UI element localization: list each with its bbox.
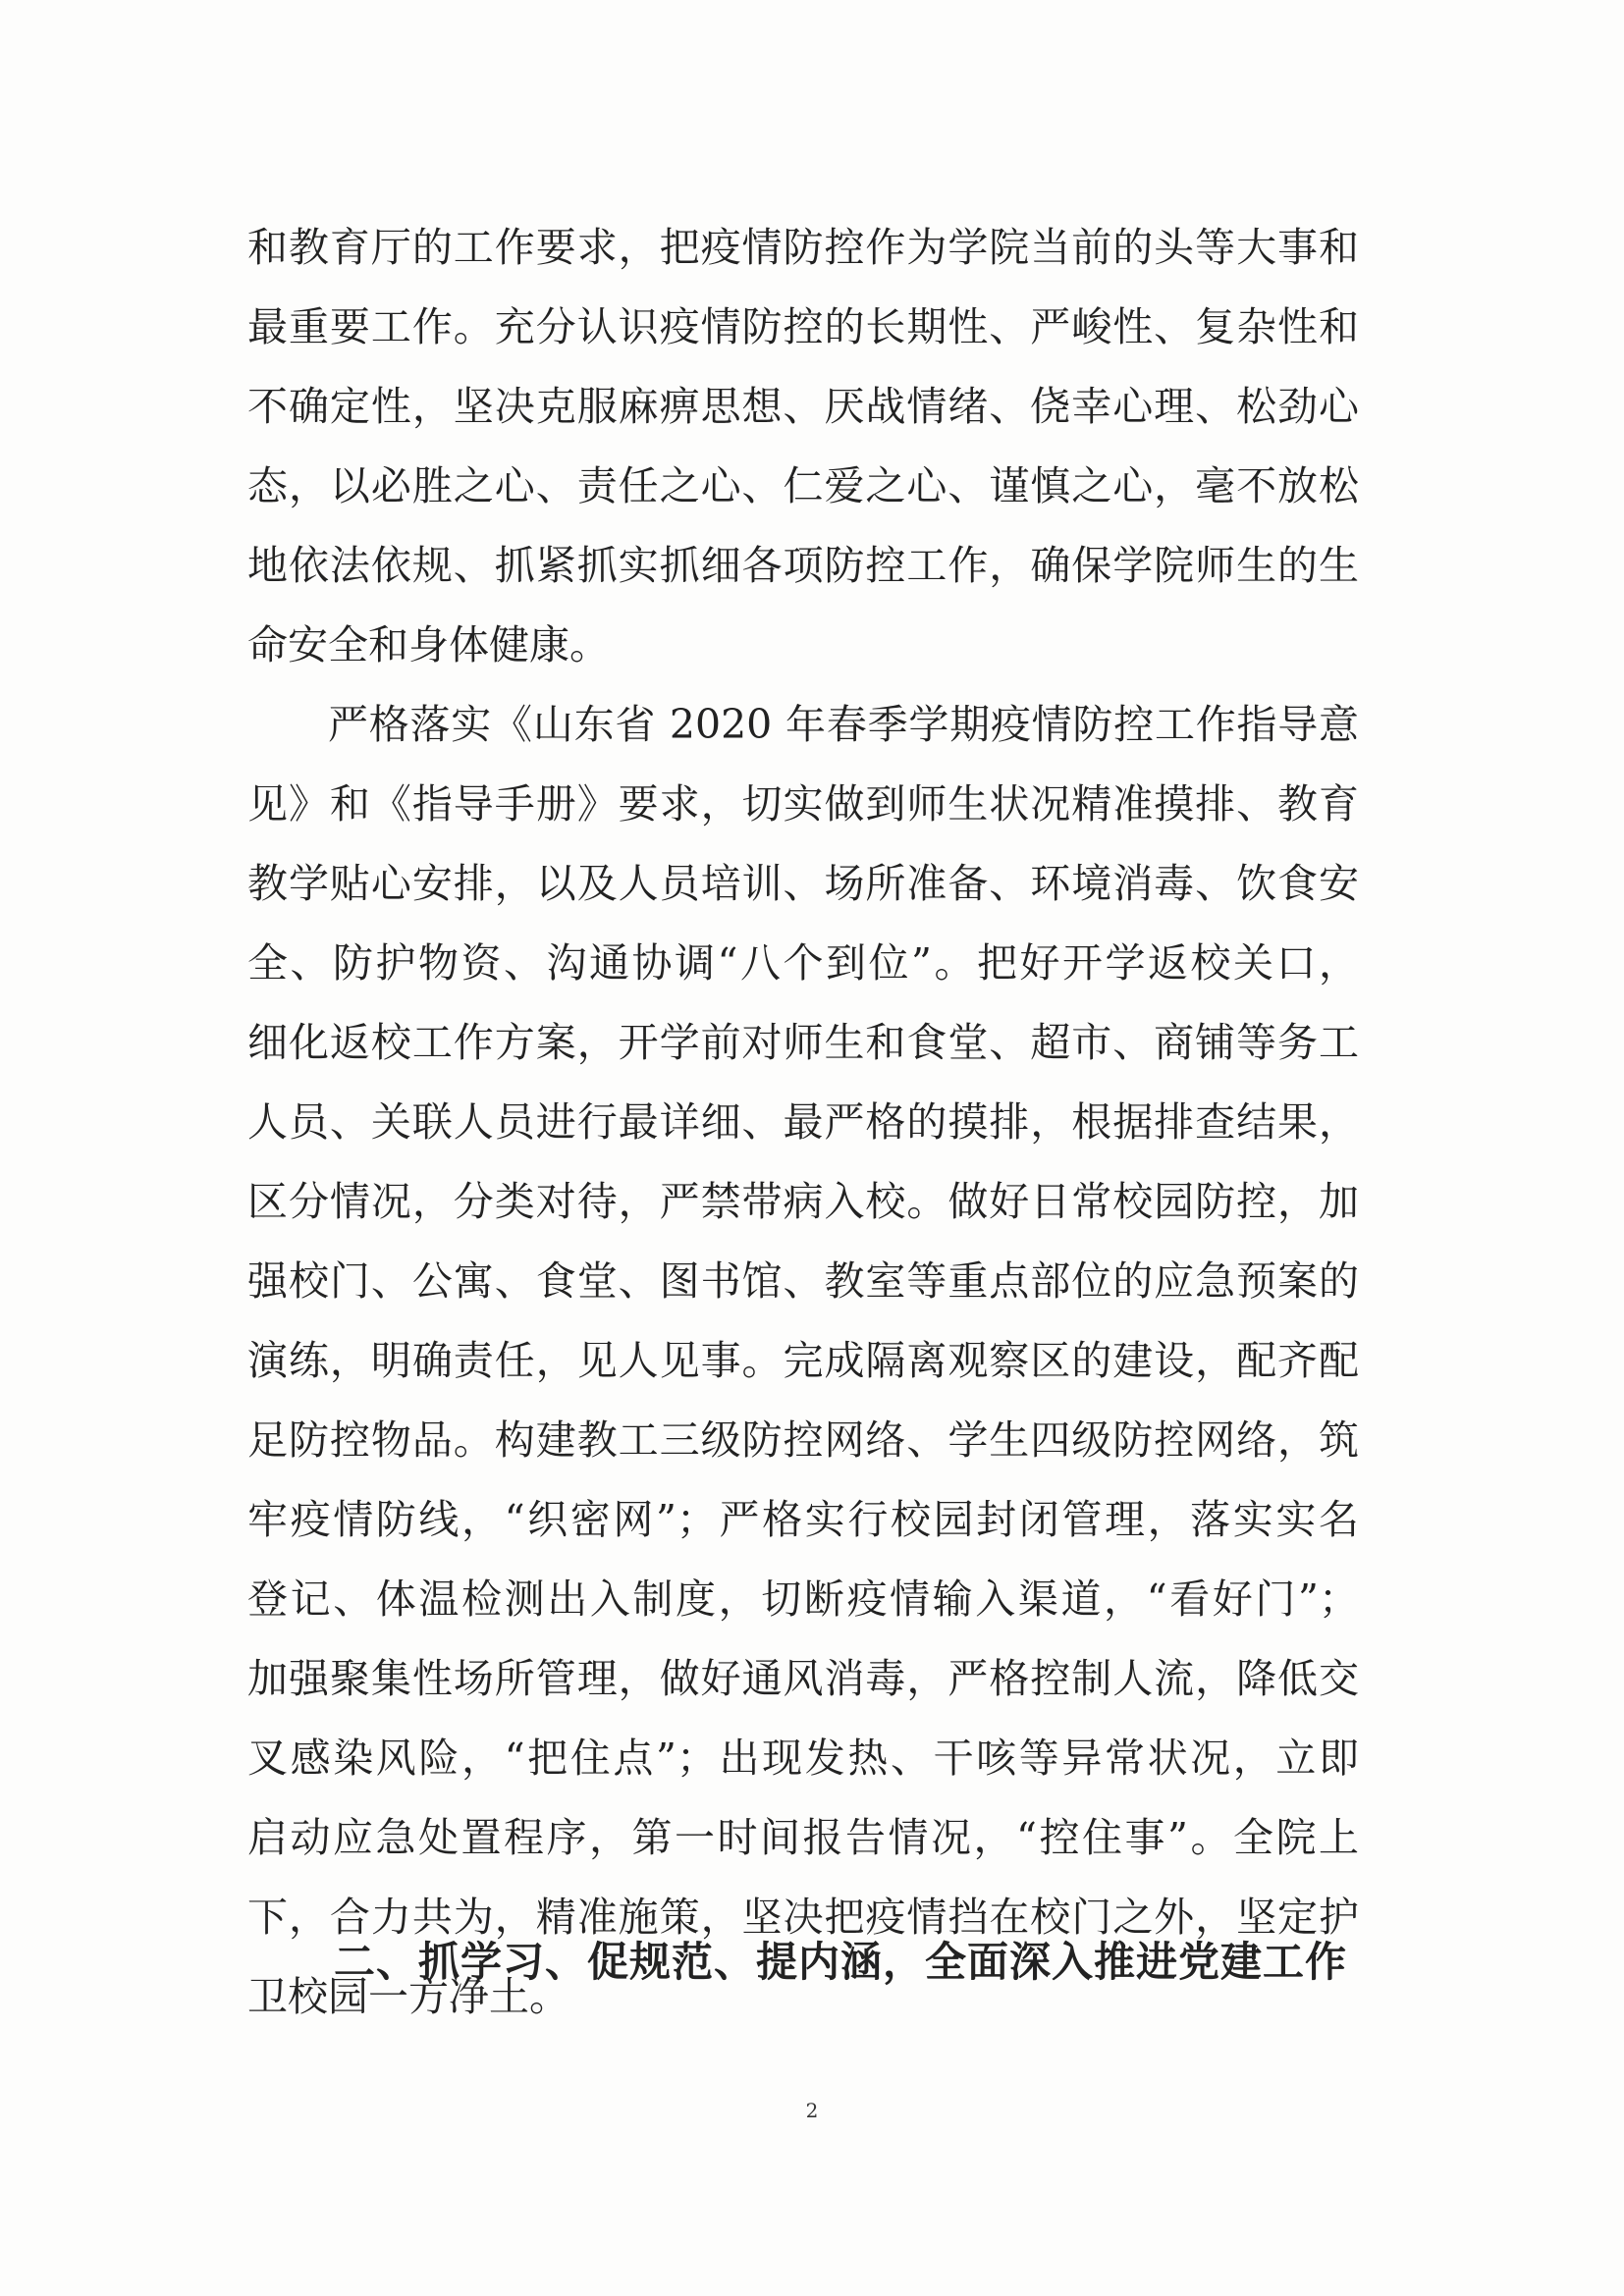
text-line: 见》和《指导手册》要求，切实做到师生状况精准摸排、教育 (247, 780, 1359, 828)
text-line: 演练，明确责任，见人见事。完成隔离观察区的建设，配齐配 (247, 1337, 1359, 1384)
page-number: 2 (805, 2099, 819, 2122)
text-line: 下，合力共为，精准施策，坚决把疫情挡在校门之外，坚定护 (247, 1894, 1359, 1941)
text-line: 牢疫情防线，“织密网”；严格实行校园封闭管理，落实实名 (247, 1496, 1359, 1543)
text-line: 严格落实《山东省 2020 年春季学期疫情防控工作指导意 (328, 701, 1359, 748)
text-line: 和教育厅的工作要求，把疫情防控作为学院当前的头等大事和 (247, 224, 1359, 271)
text-line: 卫校园一方净土。 (247, 1973, 569, 2020)
paragraph-1 (247, 208, 1359, 685)
body-text (247, 208, 1359, 2037)
text-line: 足防控物品。构建教工三级防控网络、学生四级防控网络，筑 (247, 1416, 1359, 1464)
text-line: 强校门、公寓、食堂、图书馆、教室等重点部位的应急预案的 (247, 1257, 1359, 1305)
text-line: 登记、体温检测出入制度，切断疫情输入渠道，“看好门”； (247, 1575, 1359, 1623)
paragraph-2 (247, 685, 1359, 2037)
text-line: 叉感染风险，“把住点”；出现发热、干咳等异常状况，立即 (247, 1735, 1359, 1782)
text-line: 教学贴心安排，以及人员培训、场所准备、环境消毒、饮食安 (247, 860, 1359, 907)
text-line: 区分情况，分类对待，严禁带病入校。做好日常校园防控，加 (247, 1178, 1359, 1225)
text-line: 不确定性，坚决克服麻痹思想、厌战情绪、侥幸心理、松劲心 (247, 383, 1359, 430)
text-line: 人员、关联人员进行最详细、最严格的摸排，根据排查结果， (247, 1098, 1359, 1146)
text-line: 地依法依规、抓紧抓实抓细各项防控工作，确保学院师生的生 (247, 542, 1359, 589)
text-line: 细化返校工作方案，开学前对师生和食堂、超市、商铺等务工 (247, 1019, 1359, 1066)
text-line: 全、防护物资、沟通协调“八个到位”。把好开学返校关口， (247, 939, 1359, 987)
text-line: 命安全和身体健康。 (247, 621, 610, 668)
section-heading: 二、抓学习、促规范、提内涵，全面深入推进党建工作 (334, 1938, 1348, 1986)
text-line: 态，以必胜之心、责任之心、仁爱之心、谨慎之心，毫不放松 (247, 462, 1359, 509)
text-line: 最重要工作。充分认识疫情防控的长期性、严峻性、复杂性和 (247, 303, 1359, 350)
text-line: 启动应急处置程序，第一时间报告情况，“控住事”。全院上 (247, 1814, 1359, 1861)
text-line: 加强聚集性场所管理，做好通风消毒，严格控制人流，降低交 (247, 1655, 1359, 1702)
